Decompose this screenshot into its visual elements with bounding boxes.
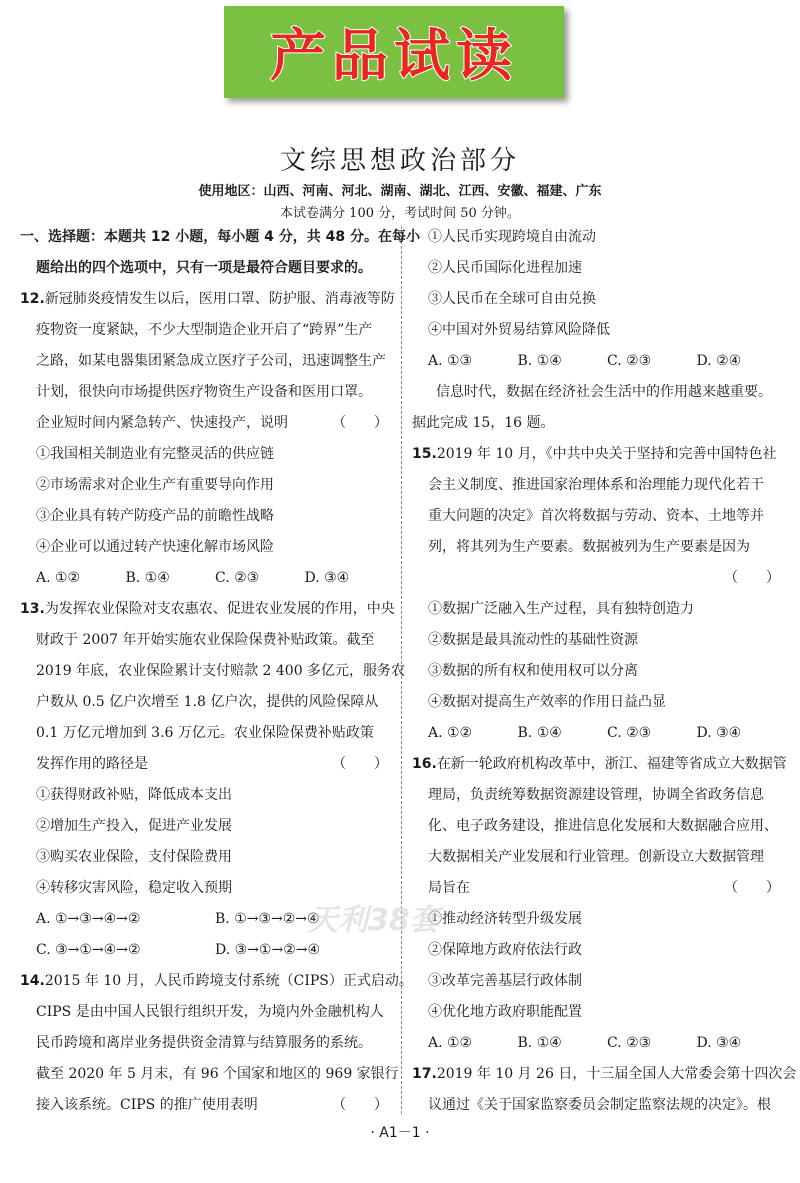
question-text: 0.1 万亿元增加到 3.6 万亿元。农业保险保费补贴政策 bbox=[36, 725, 374, 741]
statement-item: ③企业具有转产防疫产品的前瞻性战略 bbox=[36, 508, 274, 524]
option-b: B. ①④ bbox=[517, 353, 562, 369]
left-column bbox=[20, 222, 420, 1121]
option-a: A. ①③ bbox=[428, 353, 473, 369]
right-column bbox=[412, 222, 797, 1121]
question-14-continued bbox=[412, 222, 786, 377]
statement-item: ③数据的所有权和使用权可以分离 bbox=[428, 663, 638, 679]
watermark-text: 天利38套 bbox=[308, 903, 440, 938]
answer-paren: （ ） bbox=[332, 415, 388, 431]
question-text: 财政于 2007 年开始实施农业保险保费补贴政策。截至 bbox=[36, 632, 375, 648]
question-text: 截至 2020 年 5 月末，有 96 个国家和地区的 969 家银行 bbox=[36, 1066, 399, 1082]
page-footer: · A1－1 · bbox=[370, 1125, 430, 1141]
statement-item: ①我国相关制造业有完整灵活的供应链 bbox=[36, 446, 274, 462]
statement-item: ④企业可以通过转产快速化解市场风险 bbox=[36, 539, 274, 555]
answer-options bbox=[20, 935, 394, 966]
question-15 bbox=[412, 439, 786, 749]
question-number: 15. bbox=[412, 446, 437, 462]
answer-options bbox=[412, 718, 786, 749]
statement-item: ①数据广泛融入生产过程，具有独特创造力 bbox=[428, 601, 694, 617]
section-heading-line2: 题给出的四个选项中，只有一项是最符合题目要求的。 bbox=[36, 260, 372, 276]
statement-item: ②人民币国际化进程加速 bbox=[428, 260, 582, 276]
question-text: 重大问题的决定》首次将数据与劳动、资本、土地等并 bbox=[428, 508, 764, 524]
answer-options bbox=[20, 563, 394, 594]
question-text: 列，将其列为生产要素。数据被列为生产要素是因为 bbox=[428, 539, 750, 555]
option-d: D. ③④ bbox=[304, 570, 350, 586]
exam-note: 本试卷满分 100 分，考试时间 50 分钟。 bbox=[280, 206, 520, 221]
question-17 bbox=[412, 1059, 797, 1121]
statement-item: ①获得财政补贴，降低成本支出 bbox=[36, 787, 232, 803]
option-d: D. ③④ bbox=[696, 1035, 742, 1051]
question-text: 理局，负责统筹数据资源建设管理，协调全省政务信息 bbox=[428, 787, 764, 803]
option-b: B. ①④ bbox=[517, 725, 562, 741]
question-text: 之路，如某电器集团紧急成立医疗子公司，迅速调整生产 bbox=[36, 353, 386, 369]
section-heading-line1: 一、选择题：本题共 12 小题，每小题 4 分，共 48 分。在每小 bbox=[20, 229, 420, 245]
question-text: 2019 年底，农业保险累计支付赔款 2 400 多亿元，服务农 bbox=[36, 663, 406, 679]
option-a: A. ①② bbox=[36, 570, 81, 586]
question-text: 局旨在 bbox=[428, 880, 470, 896]
product-trial-banner bbox=[224, 6, 564, 98]
question-text: 2019 年 10 月，《中共中央关于坚持和完善中国特色社 bbox=[436, 446, 777, 462]
banner-text: 产品试读 bbox=[270, 24, 518, 89]
intro-text: 信息时代，数据在经济社会生活中的作用越来越重要。 bbox=[436, 384, 772, 400]
question-text: 2015 年 10 月，人民币跨境支付系统（CIPS）正式启动。 bbox=[44, 973, 413, 989]
question-text: 户数从 0.5 亿户次增至 1.8 亿户次，提供的风险保障从 bbox=[36, 694, 379, 710]
option-b: B. ①→③→②→④ bbox=[215, 911, 320, 927]
question-number: 16. bbox=[412, 756, 437, 772]
answer-options bbox=[20, 904, 394, 935]
option-d: D. ③→①→②→④ bbox=[215, 942, 321, 958]
question-16 bbox=[412, 749, 786, 1059]
question-text: 会主义制度、推进国家治理体系和治理能力现代化若干 bbox=[428, 477, 764, 493]
question-text: 新冠肺炎疫情发生以后，医用口罩、防护服、消毒液等防 bbox=[44, 291, 395, 307]
question-text: 企业短时间内紧急转产、快速投产，说明 bbox=[36, 415, 288, 431]
option-c: C. ③→①→④→② bbox=[36, 942, 141, 958]
statement-item: ②数据是最具流动性的基础性资源 bbox=[428, 632, 638, 648]
option-d: D. ②④ bbox=[696, 353, 742, 369]
question-text: 化、电子政务建设，推进信息化发展和大数据融合应用、 bbox=[428, 818, 778, 834]
question-text: 大数据相关产业发展和行业管理。创新设立大数据管理 bbox=[428, 849, 764, 865]
answer-paren: （ ） bbox=[332, 1097, 388, 1113]
statement-item: ③人民币在全球可自由兑换 bbox=[428, 291, 596, 307]
statement-item: ②保障地方政府依法行政 bbox=[428, 942, 582, 958]
question-text: 2019 年 10 月 26 日，十三届全国人大常委会第十四次会 bbox=[436, 1066, 797, 1082]
option-c: C. ②③ bbox=[215, 570, 260, 586]
option-a: A. ①→③→④→② bbox=[36, 911, 141, 927]
statement-item: ③改革完善基层行政体制 bbox=[428, 973, 582, 989]
question-text: 在新一轮政府机构改革中，浙江、福建等省成立大数据管 bbox=[436, 756, 787, 772]
question-text: 疫物资一度紧缺，不少大型制造企业开启了“跨界”生产 bbox=[36, 322, 373, 338]
statement-item: ④转移灾害风险，稳定收入预期 bbox=[36, 880, 232, 896]
statement-item: ④优化地方政府职能配置 bbox=[428, 1004, 582, 1020]
question-text: 议通过《关于国家监察委员会制定监察法规的决定》。根 bbox=[428, 1097, 771, 1113]
question-text: 为发挥农业保险对支农惠农、促进农业发展的作用，中央 bbox=[44, 601, 395, 617]
statement-item: ③购买农业保险，支付保险费用 bbox=[36, 849, 232, 865]
question-number: 17. bbox=[412, 1066, 437, 1082]
answer-paren: （ ） bbox=[332, 756, 388, 772]
statement-item: ②市场需求对企业生产有重要导向作用 bbox=[36, 477, 274, 493]
option-a: A. ①② bbox=[428, 1035, 473, 1051]
question-text: 计划，很快向市场提供医疗物资生产设备和医用口罩。 bbox=[36, 384, 372, 400]
option-d: D. ③④ bbox=[696, 725, 742, 741]
option-a: A. ①② bbox=[428, 725, 473, 741]
question-14 bbox=[20, 966, 413, 1121]
question-number: 12. bbox=[20, 291, 45, 307]
question-text: 发挥作用的路径是 bbox=[36, 756, 148, 772]
answer-options bbox=[412, 1028, 786, 1059]
option-c: C. ②③ bbox=[607, 1035, 652, 1051]
option-b: B. ①④ bbox=[517, 1035, 562, 1051]
option-c: C. ②③ bbox=[607, 725, 652, 741]
question-number: 14. bbox=[20, 973, 45, 989]
question-text: 接入该系统。CIPS 的推广使用表明 bbox=[36, 1097, 258, 1113]
page-title: 文综思想政治部分 bbox=[279, 146, 520, 176]
question-number: 13. bbox=[20, 601, 45, 617]
question-text: 民币跨境和离岸业务提供资金清算与结算服务的系统。 bbox=[36, 1035, 372, 1051]
intro-text: 据此完成 15，16 题。 bbox=[412, 415, 555, 431]
question-text: CIPS 是由中国人民银行组织开发，为境内外金融机构人 bbox=[36, 1004, 384, 1020]
answer-paren: （ ） bbox=[724, 570, 780, 586]
question-13 bbox=[20, 594, 406, 966]
statement-item: ④中国对外贸易结算风险降低 bbox=[428, 322, 610, 338]
statement-item: ④数据对提高生产效率的作用日益凸显 bbox=[428, 694, 666, 710]
answer-paren: （ ） bbox=[724, 880, 780, 896]
answer-options bbox=[412, 346, 786, 377]
option-c: C. ②③ bbox=[607, 353, 652, 369]
region-line: 使用地区：山西、河南、河北、湖南、湖北、江西、安徽、福建、广东 bbox=[198, 184, 602, 199]
option-b: B. ①④ bbox=[125, 570, 170, 586]
statement-item: ①推动经济转型升级发展 bbox=[428, 911, 582, 927]
statement-item: ①人民币实现跨境自由流动 bbox=[428, 229, 596, 245]
question-12 bbox=[20, 284, 394, 594]
statement-item: ②增加生产投入，促进产业发展 bbox=[36, 818, 232, 834]
